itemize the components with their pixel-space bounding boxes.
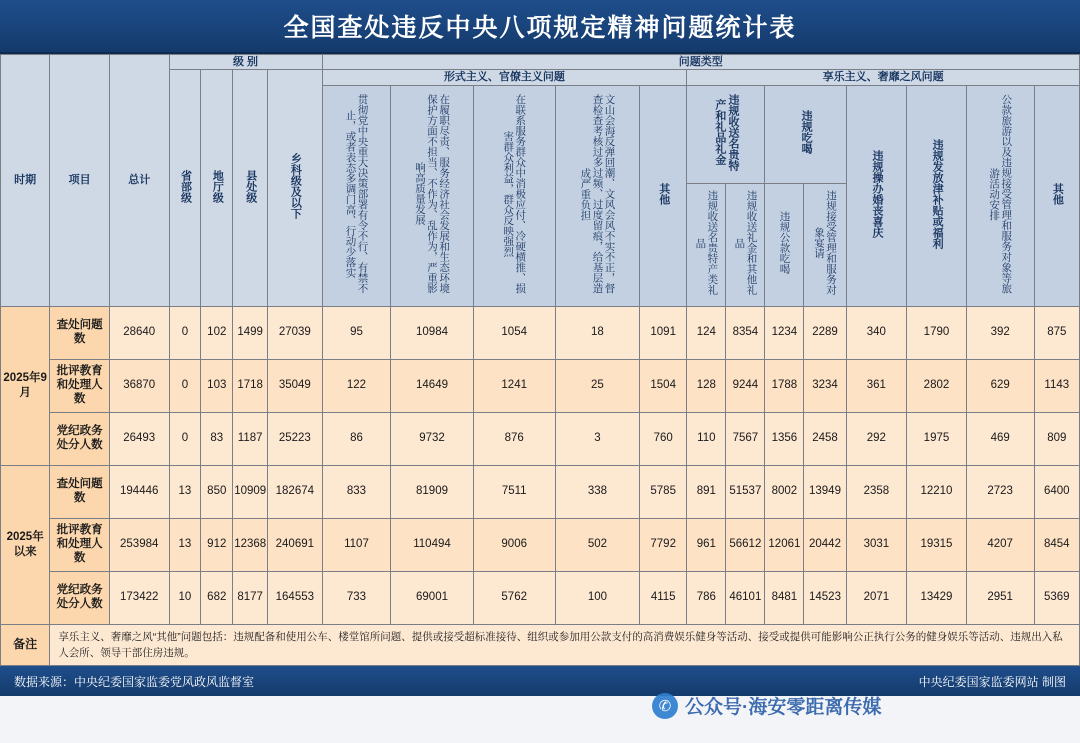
cell: 128 [687, 359, 726, 412]
col-group-level: 级 别 [169, 55, 322, 70]
cell: 876 [473, 412, 555, 465]
cell: 875 [1034, 306, 1079, 359]
cell: 4207 [966, 518, 1034, 571]
table-row [1, 412, 1080, 465]
cell: 110 [687, 412, 726, 465]
cell: 1054 [473, 306, 555, 359]
cell: 110494 [391, 518, 473, 571]
table-row [1, 571, 1080, 624]
cell: 14649 [391, 359, 473, 412]
cell: 124 [687, 306, 726, 359]
cell: 13 [169, 465, 201, 518]
cell: 2802 [907, 359, 967, 412]
table-row [1, 518, 1080, 571]
col-header-township: 乡科级及以下 [268, 70, 322, 306]
cell: 682 [201, 571, 233, 624]
cell: 912 [201, 518, 233, 571]
remark-row [1, 624, 1080, 666]
col-group-formalism: 形式主义、官僚主义问题 [322, 70, 687, 85]
cell: 1975 [907, 412, 967, 465]
cell: 10984 [391, 306, 473, 359]
credit-text: 中央纪委国家监委网站 制图 [918, 674, 1066, 689]
cell: 8481 [765, 571, 804, 624]
cell: 103 [201, 359, 233, 412]
cell: 13949 [804, 465, 846, 518]
cell: 2358 [846, 465, 907, 518]
col-header-subsidy: 违规发放津补贴或福利 [907, 85, 967, 306]
cell: 5762 [473, 571, 555, 624]
col-header-formalism-2: 在履职尽责、服务经济社会发展和生态环境保护方面不担当、不作为、乱作为，严重影响高质量发展 [391, 85, 473, 306]
cell: 9732 [391, 412, 473, 465]
row-label: 党纪政务处分人数 [50, 571, 110, 624]
cell: 1788 [765, 359, 804, 412]
cell: 392 [966, 306, 1034, 359]
cell: 9006 [473, 518, 555, 571]
cell: 8002 [765, 465, 804, 518]
col-header-provincial: 省部级 [169, 70, 201, 306]
cell: 2071 [846, 571, 907, 624]
cell: 9244 [726, 359, 765, 412]
col-header-dining-1: 违规公款吃喝 [765, 183, 804, 306]
col-header-formalism-4: 文山会海反弹回潮、文风会风不实不正，督查检查考核过多过频、过度留痕，给基层造成严重负担 [555, 85, 639, 306]
col-header-item: 项目 [50, 55, 110, 307]
cell: 469 [966, 412, 1034, 465]
row-label: 批评教育和处理人数 [50, 359, 110, 412]
cell: 833 [322, 465, 391, 518]
cell: 891 [687, 465, 726, 518]
cell: 122 [322, 359, 391, 412]
row-label: 查处问题数 [50, 465, 110, 518]
cell: 19315 [907, 518, 967, 571]
cell: 102 [201, 306, 233, 359]
cell: 3234 [804, 359, 846, 412]
cell: 1234 [765, 306, 804, 359]
cell: 809 [1034, 412, 1079, 465]
cell: 1504 [640, 359, 687, 412]
cell: 340 [846, 306, 907, 359]
col-group-hedonism: 享乐主义、奢靡之风问题 [687, 70, 1080, 85]
cell: 7567 [726, 412, 765, 465]
cell: 95 [322, 306, 391, 359]
cell: 26493 [109, 412, 169, 465]
cell: 292 [846, 412, 907, 465]
cell: 100 [555, 571, 639, 624]
cell: 1241 [473, 359, 555, 412]
cell: 25223 [268, 412, 322, 465]
cell: 1356 [765, 412, 804, 465]
cell: 20442 [804, 518, 846, 571]
cell: 2458 [804, 412, 846, 465]
wechat-icon: ✆ [652, 693, 678, 719]
cell: 35049 [268, 359, 322, 412]
remark-text: 享乐主义、奢靡之风“其他”问题包括：违规配备和使用公车、楼堂馆所问题、提供或接受超标准接待、组织或参加用公款支付的高消费娱乐健身等活动、接受或提供可能影响公正执行公务的健身娱乐等活动、违规出入私人会所、领导干部住房违规。 [50, 624, 1080, 666]
col-header-county: 县处级 [233, 70, 268, 306]
cell: 338 [555, 465, 639, 518]
cell: 8454 [1034, 518, 1079, 571]
cell: 1143 [1034, 359, 1079, 412]
cell: 1718 [233, 359, 268, 412]
header-row-1 [1, 55, 1080, 70]
cell: 2951 [966, 571, 1034, 624]
cell: 961 [687, 518, 726, 571]
cell: 13 [169, 518, 201, 571]
table-row [1, 359, 1080, 412]
remark-label: 备注 [1, 624, 50, 666]
cell: 5785 [640, 465, 687, 518]
row-label: 批评教育和处理人数 [50, 518, 110, 571]
col-group-dining: 违规吃喝 [765, 85, 846, 183]
cell: 10 [169, 571, 201, 624]
cell: 786 [687, 571, 726, 624]
period-label-0: 2025年9月 [1, 306, 50, 465]
cell: 1499 [233, 306, 268, 359]
cell: 850 [201, 465, 233, 518]
cell: 194446 [109, 465, 169, 518]
page-title: 全国查处违反中央八项规定精神问题统计表 [0, 0, 1080, 54]
col-header-prefecture: 地厅级 [201, 70, 233, 306]
cell: 1790 [907, 306, 967, 359]
cell: 182674 [268, 465, 322, 518]
cell: 2289 [804, 306, 846, 359]
data-source-text: 数据来源：中央纪委国家监委党风政风监督室 [14, 674, 255, 689]
col-group-problem-type: 问题类型 [322, 55, 1079, 70]
cell: 10909 [233, 465, 268, 518]
cell: 18 [555, 306, 639, 359]
col-header-dining-2: 违规接受管理和服务对象宴请 [804, 183, 846, 306]
cell: 3031 [846, 518, 907, 571]
cell: 25 [555, 359, 639, 412]
cell: 69001 [391, 571, 473, 624]
col-header-formalism-3: 在联系服务群众中消极应付、冷硬横推、损害群众利益，群众反映强烈 [473, 85, 555, 306]
cell: 12210 [907, 465, 967, 518]
cell: 7511 [473, 465, 555, 518]
table-row [1, 306, 1080, 359]
cell: 0 [169, 306, 201, 359]
cell: 173422 [109, 571, 169, 624]
watermark-text: 公众号·海安零距离传媒 [685, 697, 882, 718]
cell: 8177 [233, 571, 268, 624]
cell: 4115 [640, 571, 687, 624]
cell: 51537 [726, 465, 765, 518]
cell: 6400 [1034, 465, 1079, 518]
cell: 28640 [109, 306, 169, 359]
cell: 46101 [726, 571, 765, 624]
col-group-gift: 违规收送名贵特产和礼品礼金 [687, 85, 765, 183]
row-label: 查处问题数 [50, 306, 110, 359]
cell: 0 [169, 412, 201, 465]
cell: 14523 [804, 571, 846, 624]
col-header-total: 总计 [109, 55, 169, 307]
cell: 12368 [233, 518, 268, 571]
cell: 0 [169, 359, 201, 412]
statistics-table [0, 54, 1080, 666]
cell: 86 [322, 412, 391, 465]
cell: 760 [640, 412, 687, 465]
cell: 27039 [268, 306, 322, 359]
cell: 3 [555, 412, 639, 465]
cell: 5369 [1034, 571, 1079, 624]
cell: 361 [846, 359, 907, 412]
cell: 2723 [966, 465, 1034, 518]
col-header-gift-1: 违规收送名贵特产类礼品 [687, 183, 726, 306]
cell: 56612 [726, 518, 765, 571]
cell: 733 [322, 571, 391, 624]
cell: 13429 [907, 571, 967, 624]
col-header-formalism-other: 其他 [640, 85, 687, 306]
cell: 240691 [268, 518, 322, 571]
cell: 83 [201, 412, 233, 465]
row-label: 党纪政务处分人数 [50, 412, 110, 465]
col-header-gift-2: 违规收送礼金和其他礼品 [726, 183, 765, 306]
cell: 1107 [322, 518, 391, 571]
col-header-formalism-1: 贯彻党中央重大决策部署有令不行、有禁不止，或者表态多调门高、行动少落实 [322, 85, 391, 306]
col-header-travel: 公款旅游以及违规接受管理和服务对象等旅游活动安排 [966, 85, 1034, 306]
period-label-1: 2025年以来 [1, 465, 50, 624]
cell: 1187 [233, 412, 268, 465]
cell: 1091 [640, 306, 687, 359]
cell: 502 [555, 518, 639, 571]
cell: 8354 [726, 306, 765, 359]
col-header-period: 时期 [1, 55, 50, 307]
cell: 164553 [268, 571, 322, 624]
footer-bar [0, 666, 1080, 696]
col-header-wedding: 违规操办婚丧喜庆 [846, 85, 907, 306]
cell: 7792 [640, 518, 687, 571]
col-header-hedonism-other: 其他 [1034, 85, 1079, 306]
cell: 12061 [765, 518, 804, 571]
cell: 629 [966, 359, 1034, 412]
cell: 253984 [109, 518, 169, 571]
cell: 36870 [109, 359, 169, 412]
cell: 81909 [391, 465, 473, 518]
table-row [1, 465, 1080, 518]
